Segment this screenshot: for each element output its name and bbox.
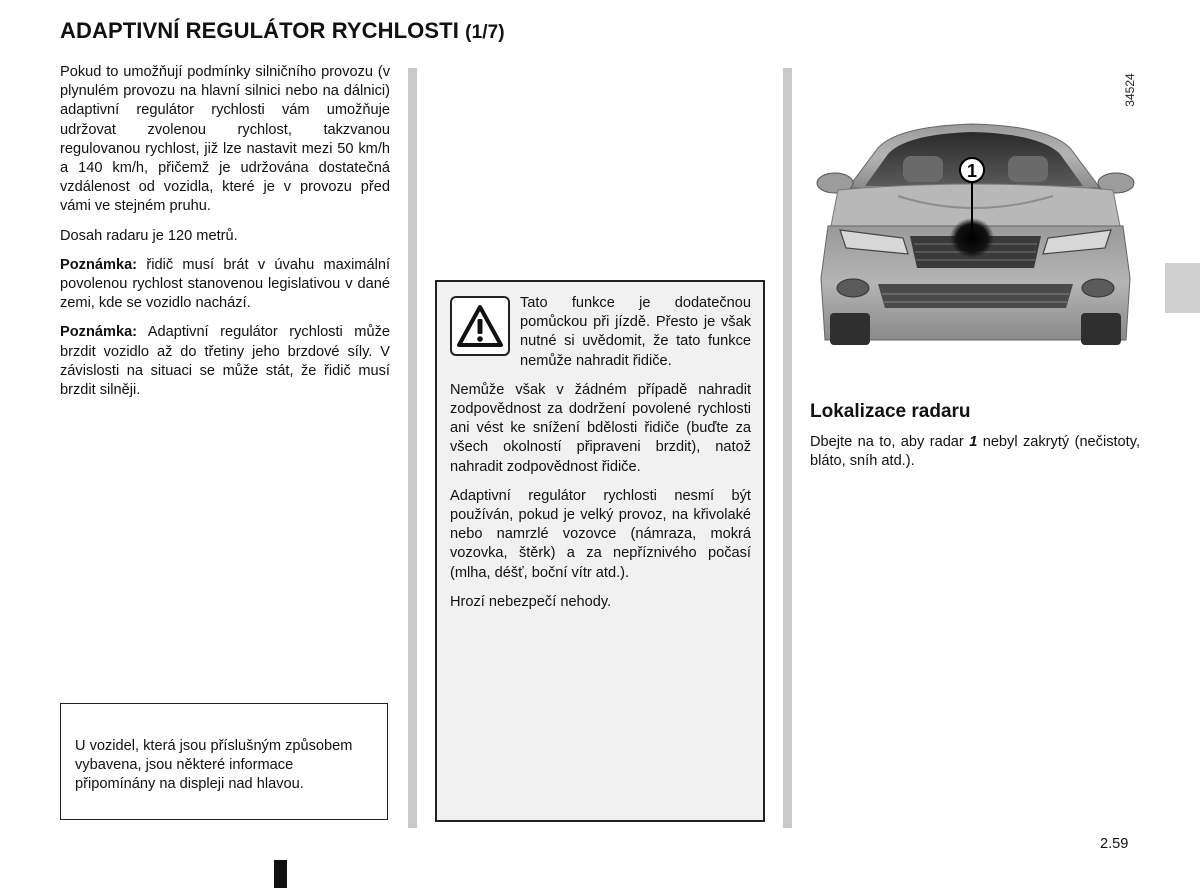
warning-paragraph-4: Hrozí nebezpečí nehody.	[450, 593, 612, 610]
note-label-1: Poznámka:	[60, 256, 138, 273]
column-divider-2	[783, 68, 792, 828]
callout-label: 1	[966, 161, 978, 181]
note-paragraph-2	[60, 323, 390, 400]
intro-paragraph: Pokud to umožňují podmínky silničního provozu (v plynulém provozu na hlavní silnici nebo na dálnici) adaptivní regulátor rychlosti vám umožňuje udržovat zvolenou rychlost, takzvanou regulovanou rychlost, již lze nastavit mezi 50 km/h a 140 km/h, přičemž je udržována dostatečná vzdálenost od vozidla, které je v provozu před vámi ve stejném pruhu.	[60, 64, 390, 215]
note-text-1: řidič musí brát v úvahu maximální povolenou rychlost stanovenou legislativou v dané zemi, kde se vozidlo nachází.	[60, 256, 390, 312]
radar-location-paragraph	[810, 433, 1140, 471]
warning-paragraph-1: Tato funkce je dodatečnou pomůckou při jízdě. Přesto je však nutné si uvědomit, že tato funkce nemůže nahradit řidiče.	[520, 295, 751, 369]
car-front-illustration	[808, 108, 1143, 358]
print-mark	[274, 860, 287, 888]
right-column	[810, 433, 1140, 481]
note-label-2: Poznámka:	[60, 324, 138, 341]
warning-box	[435, 280, 765, 822]
radar-location-text-2: nebyl zakrytý (nečistoty, bláto, sníh atd.).	[810, 434, 1141, 470]
note-text-2: Adaptivní regulátor rychlosti může brzdit vozidlo až do třetiny jeho brzdové síly. V závislosti na situaci se může stát, že řidič musí brzdit silněji.	[60, 324, 390, 399]
hud-note-box	[60, 703, 388, 820]
image-code-text: 34524	[1123, 73, 1137, 107]
hud-note-text: U vozidel, která jsou příslušným způsobem vybavena, jsou některé informace připomínány na displeji nad hlavou.	[75, 738, 353, 793]
warning-first-row	[450, 294, 751, 381]
warning-paragraph-3: Adaptivní regulátor rychlosti nesmí být používán, pokud je velký provoz, na křivolaké nebo namrzlé vozovce (námraza, mokrá vozovka, štěrk) a za nepříznivého počasí (mlha, déšť, boční vítr atd.).	[450, 487, 751, 581]
left-column	[60, 63, 390, 410]
radar-location-text-1: Dbejte na to, aby radar	[810, 434, 970, 450]
warning-paragraph-2: Nemůže však v žádném případě nahradit zodpovědnost za dodržení povolené rychlosti ani vést ke snížení bdělosti řidiče (buďte za všech okolností připraveni brzdit), natož nahradit zodpovědnost řidiče.	[450, 381, 751, 475]
note-paragraph-1	[60, 256, 390, 314]
page-title	[60, 18, 505, 44]
page-number: 2.59	[1100, 836, 1129, 852]
section-heading: Lokalizace radaru	[810, 401, 971, 422]
chapter-tab-marker	[1165, 263, 1200, 313]
image-code	[1118, 70, 1142, 110]
page-title-text: ADAPTIVNÍ REGULÁTOR RYCHLOSTI	[60, 18, 459, 43]
radar-range-paragraph: Dosah radaru je 120 metrů.	[60, 227, 238, 244]
radar-location-ref: 1	[969, 434, 978, 450]
warning-triangle-icon	[450, 296, 510, 356]
column-divider-1	[408, 68, 417, 828]
page-title-part: (1/7)	[465, 22, 505, 43]
